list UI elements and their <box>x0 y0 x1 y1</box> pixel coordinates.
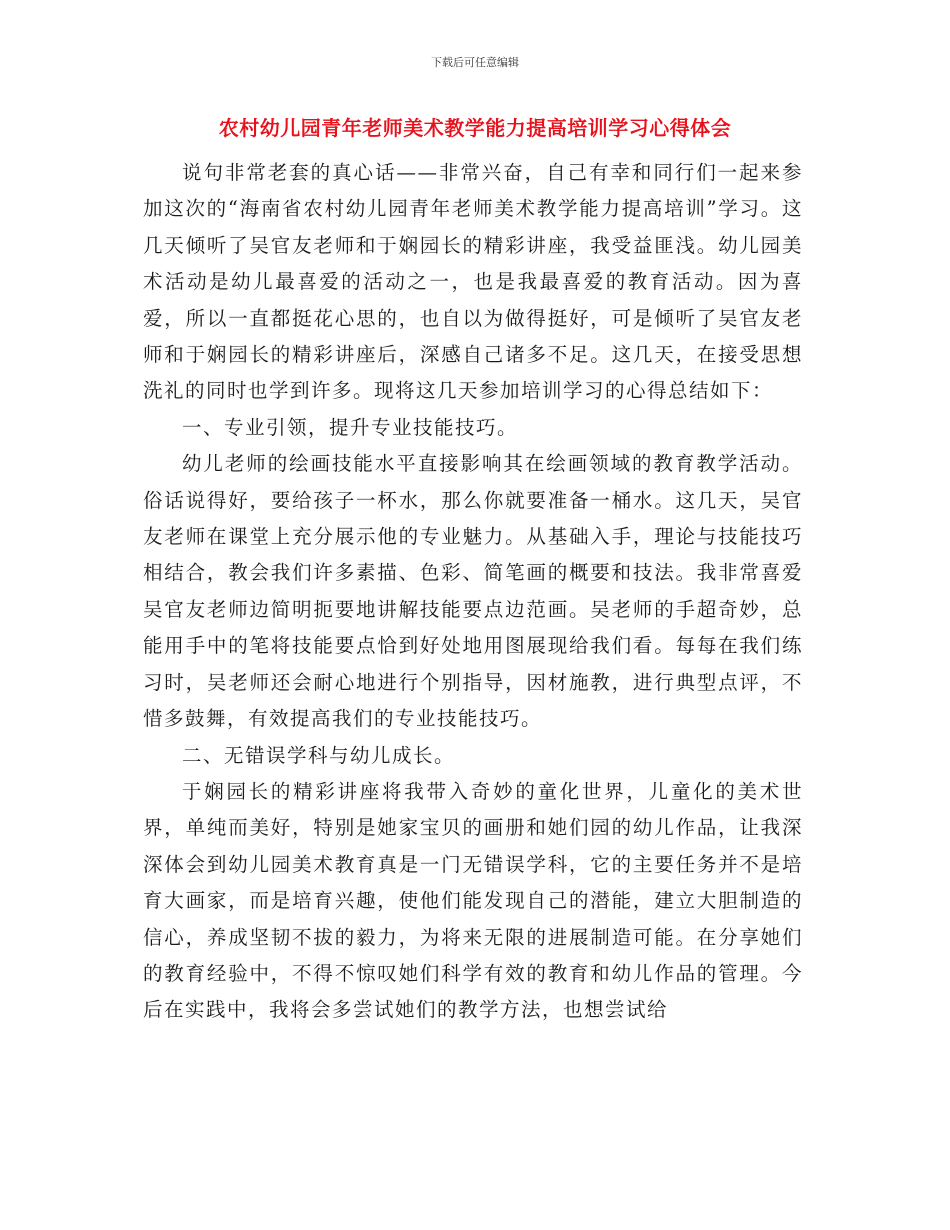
paragraph-section-1: 幼儿老师的绘画技能水平直接影响其在绘画领域的教育教学活动。俗话说得好，要给孩子一杯水，那么你就要准备一桶水。这几天，吴官友老师在课堂上充分展示他的专业魅力。从基础入手，理论与技能技巧相结合，教会我们许多素描、色彩、简笔画的概要和技法。我非常喜爱吴官友老师边简明扼要地讲解技能要点边范画。吴老师的手超奇妙，总能用手中的笔将技能要点恰到好处地用图展现给我们看。每每在我们练习时，吴老师还会耐心地进行个别指导，因材施教，进行典型点评，不惜多鼓舞，有效提高我们的专业技能技巧。 <box>143 452 803 731</box>
section-heading-1: 一、专业引领，提升专业技能技巧。 <box>182 415 519 439</box>
section-heading-2: 二、无错误学科与幼儿成长。 <box>182 743 456 767</box>
header-note: 下载后可任意编辑 <box>431 56 519 69</box>
document-title: 农村幼儿园青年老师美术教学能力提高培训学习心得体会 <box>218 116 732 140</box>
paragraph-section-2: 于娴园长的精彩讲座将我带入奇妙的童化世界，儿童化的美术世界，单纯而美好，特别是她家宝贝的画册和她们园的幼儿作品，让我深深体会到幼儿园美术教育真是一门无错误学科，它的主要任务并不是培育大画家，而是培育兴趣，使他们能发现自己的潜能，建立大胆制造的信心，养成坚韧不拔的毅力，为将来无限的进展制造可能。在分享她们的教育经验中，不得不惊叹她们科学有效的教育和幼儿作品的管理。今后在实践中，我将会多尝试她们的教学方法，也想尝试给 <box>143 779 803 1022</box>
paragraph-intro: 说句非常老套的真心话——非常兴奋，自己有幸和同行们一起来参加这次的“海南省农村幼儿园青年老师美术教学能力提高培训”学习。这几天倾听了吴官友老师和于娴园长的精彩讲座，我受益匪浅。幼儿园美术活动是幼儿最喜爱的活动之一，也是我最喜爱的教育活动。因为喜爱，所以一直都挺花心思的，也自以为做得挺好，可是倾听了吴官友老师和于娴园长的精彩讲座后，深感自己诸多不足。这几天，在接受思想洗礼的同时也学到许多。现将这几天参加培训学习的心得总结如下： <box>143 161 803 403</box>
document-body <box>143 155 803 1029</box>
